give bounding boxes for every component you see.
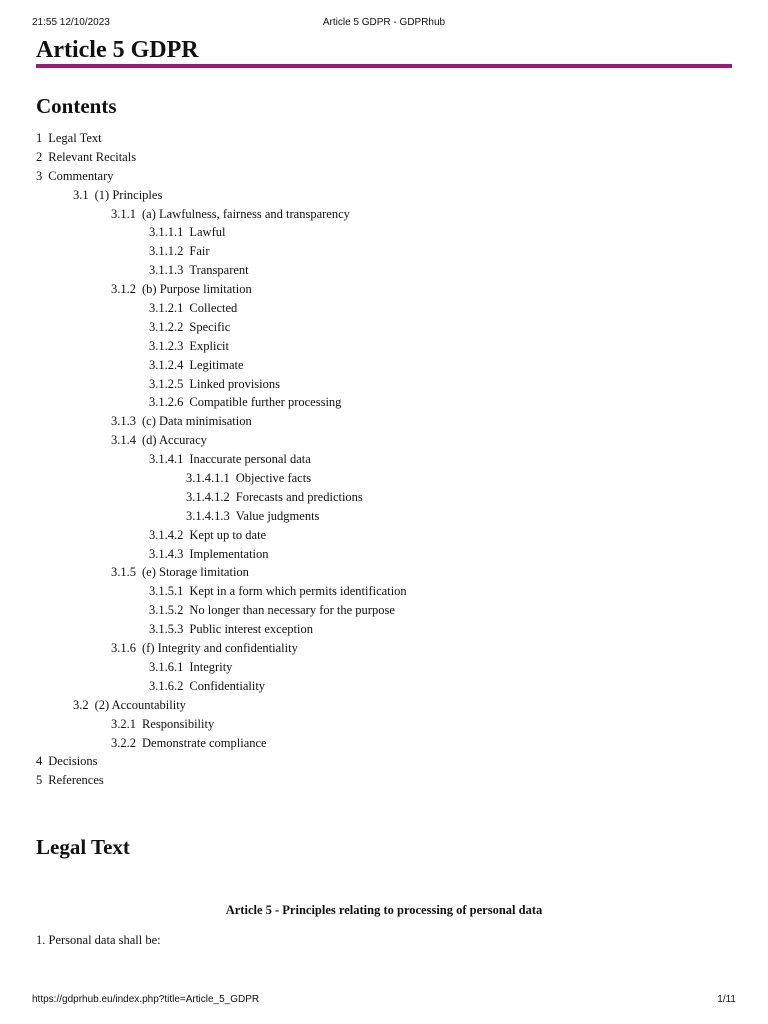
table-of-contents — [36, 129, 407, 790]
toc-item[interactable] — [36, 356, 407, 375]
toc-item-number: 3.1.6 — [111, 641, 136, 656]
toc-item-number: 3.1.5.2 — [149, 603, 184, 618]
toc-item[interactable] — [36, 280, 407, 299]
toc-item-label: Fair — [189, 244, 210, 259]
toc-item[interactable] — [36, 223, 407, 242]
toc-item-number: 3.1.2.1 — [149, 301, 184, 316]
toc-item[interactable] — [36, 601, 407, 620]
toc-item-label: Demonstrate compliance — [142, 735, 267, 750]
print-footer — [0, 994, 768, 1008]
toc-item-number: 2 — [36, 149, 43, 164]
toc-item-label: Explicit — [189, 338, 229, 353]
toc-item[interactable] — [36, 715, 407, 734]
toc-item[interactable] — [36, 752, 407, 771]
toc-item[interactable] — [36, 545, 407, 564]
toc-item-number: 3.1.2.2 — [149, 319, 184, 334]
toc-item-number: 3.1.4.1.2 — [186, 489, 230, 504]
toc-item-label: Transparent — [189, 263, 249, 278]
toc-item-label: Value judgments — [235, 508, 320, 523]
toc-item-number: 3.1.1 — [111, 206, 136, 221]
toc-item-label: Integrity — [189, 659, 233, 674]
toc-item-number: 3.1.3 — [111, 414, 136, 429]
toc-item-label: (c) Data minimisation — [142, 414, 252, 429]
toc-item-label: (e) Storage limitation — [142, 565, 249, 580]
toc-item-number: 3.1.4.2 — [149, 527, 184, 542]
toc-item-number: 3.1.4 — [111, 433, 136, 448]
toc-item-number: 1 — [36, 131, 43, 145]
toc-item-label: Public interest exception — [189, 622, 313, 637]
toc-item-number: 3.1.4.1.3 — [186, 508, 230, 523]
toc-item-number: 3.1.2.4 — [149, 357, 184, 372]
title-underline — [36, 64, 732, 68]
toc-item-number: 3.1.4.3 — [149, 546, 184, 561]
print-page-number: 1/11 — [717, 994, 736, 1005]
toc-item-number: 3.1.4.1 — [149, 452, 184, 467]
toc-item-number: 3.1.5 — [111, 565, 136, 580]
toc-item[interactable] — [36, 167, 407, 186]
toc-item-label: Commentary — [48, 168, 114, 183]
toc-item-label: Collected — [189, 301, 238, 316]
toc-item-label: Decisions — [48, 754, 98, 769]
toc-item[interactable] — [36, 337, 407, 356]
toc-item-number: 3.1.2.5 — [149, 376, 184, 391]
toc-item-number: 3.1.1.3 — [149, 263, 184, 278]
toc-item[interactable] — [36, 620, 407, 639]
toc-item[interactable] — [36, 734, 407, 753]
toc-item-label: No longer than necessary for the purpose — [189, 603, 395, 618]
toc-item[interactable] — [36, 696, 407, 715]
toc-item-label: (2) Accountability — [94, 697, 186, 712]
toc-item-number: 3.1.1.2 — [149, 244, 184, 259]
toc-item[interactable] — [36, 526, 407, 545]
toc-item-label: Confidentiality — [189, 678, 266, 693]
page-title: Article 5 GDPR — [36, 37, 199, 63]
toc-item[interactable] — [36, 242, 407, 261]
toc-item[interactable] — [36, 677, 407, 696]
print-header — [0, 17, 768, 31]
toc-item-label: (f) Integrity and confidentiality — [142, 641, 298, 656]
toc-item-label: Inaccurate personal data — [189, 452, 311, 467]
toc-item[interactable] — [36, 488, 407, 507]
toc-item-number: 3.2.1 — [111, 716, 136, 731]
toc-item-number: 3.1.6.2 — [149, 678, 184, 693]
toc-item-label: Implementation — [189, 546, 269, 561]
print-datetime: 21:55 12/10/2023 — [32, 17, 110, 28]
toc-item[interactable] — [36, 469, 407, 488]
toc-item-label: Relevant Recitals — [48, 149, 137, 164]
toc-item[interactable] — [36, 148, 407, 167]
toc-item[interactable] — [36, 639, 407, 658]
toc-item[interactable] — [36, 412, 407, 431]
toc-item-label: (a) Lawfulness, fairness and transparency — [142, 206, 350, 221]
toc-item-label: References — [48, 773, 104, 788]
article-heading: Article 5 - Principles relating to processing of personal data — [225, 903, 543, 917]
toc-item-number: 3.2.2 — [111, 735, 136, 750]
toc-item-number: 3.1.5.3 — [149, 622, 184, 637]
legal-text-heading: Legal Text — [36, 835, 130, 859]
toc-item-number: 3.1.1.1 — [149, 225, 184, 240]
toc-item[interactable] — [36, 450, 407, 469]
toc-item[interactable] — [36, 205, 407, 224]
toc-item-number: 3.1.5.1 — [149, 584, 184, 599]
toc-item[interactable] — [36, 261, 407, 280]
toc-item[interactable] — [36, 393, 407, 412]
toc-item-label: Forecasts and predictions — [235, 489, 363, 504]
toc-item[interactable] — [36, 582, 407, 601]
toc-item[interactable] — [36, 431, 407, 450]
toc-item-label: Compatible further processing — [189, 395, 342, 410]
toc-item-number: 5 — [36, 773, 43, 788]
toc-item-label: Legitimate — [189, 357, 244, 372]
toc-item-label: Responsibility — [142, 716, 215, 731]
toc-item-number: 3.1.2 — [111, 282, 136, 297]
toc-heading: Contents — [36, 94, 117, 118]
toc-item[interactable] — [36, 375, 407, 394]
toc-item-label: Kept in a form which permits identification — [189, 584, 407, 599]
toc-item[interactable] — [36, 129, 407, 148]
toc-item-label: Objective facts — [235, 471, 312, 486]
legal-text-paragraph: 1. Personal data shall be: — [36, 933, 161, 947]
toc-item[interactable] — [36, 186, 407, 205]
toc-item-number: 3.1.4.1.1 — [186, 471, 230, 486]
toc-item-number: 3.1.2.3 — [149, 338, 184, 353]
toc-item[interactable] — [36, 658, 407, 677]
toc-item-label: (b) Purpose limitation — [142, 282, 252, 297]
toc-item-label: Legal Text — [48, 131, 102, 145]
toc-item-label: Specific — [189, 319, 231, 334]
toc-item-label: Kept up to date — [189, 527, 267, 542]
toc-item[interactable] — [36, 507, 407, 526]
toc-item[interactable] — [36, 563, 407, 582]
toc-item-number: 3.1 — [73, 187, 89, 202]
toc-item[interactable] — [36, 299, 407, 318]
toc-item-label: (d) Accuracy — [142, 433, 207, 448]
toc-item-number: 4 — [36, 754, 43, 769]
toc-item-number: 3.1.6.1 — [149, 659, 184, 674]
toc-item[interactable] — [36, 318, 407, 337]
print-url: https://gdprhub.eu/index.php?title=Article_5_GDPR — [32, 994, 260, 1005]
toc-item-number: 3.1.2.6 — [149, 395, 184, 410]
toc-item-label: Linked provisions — [189, 376, 280, 391]
toc-item-number: 3 — [36, 168, 43, 183]
toc-item-label: Lawful — [189, 225, 226, 240]
toc-item-number: 3.2 — [73, 697, 89, 712]
print-doc-title: Article 5 GDPR - GDPRhub — [322, 17, 446, 28]
toc-item-label: (1) Principles — [94, 187, 163, 202]
toc-item[interactable] — [36, 771, 407, 790]
